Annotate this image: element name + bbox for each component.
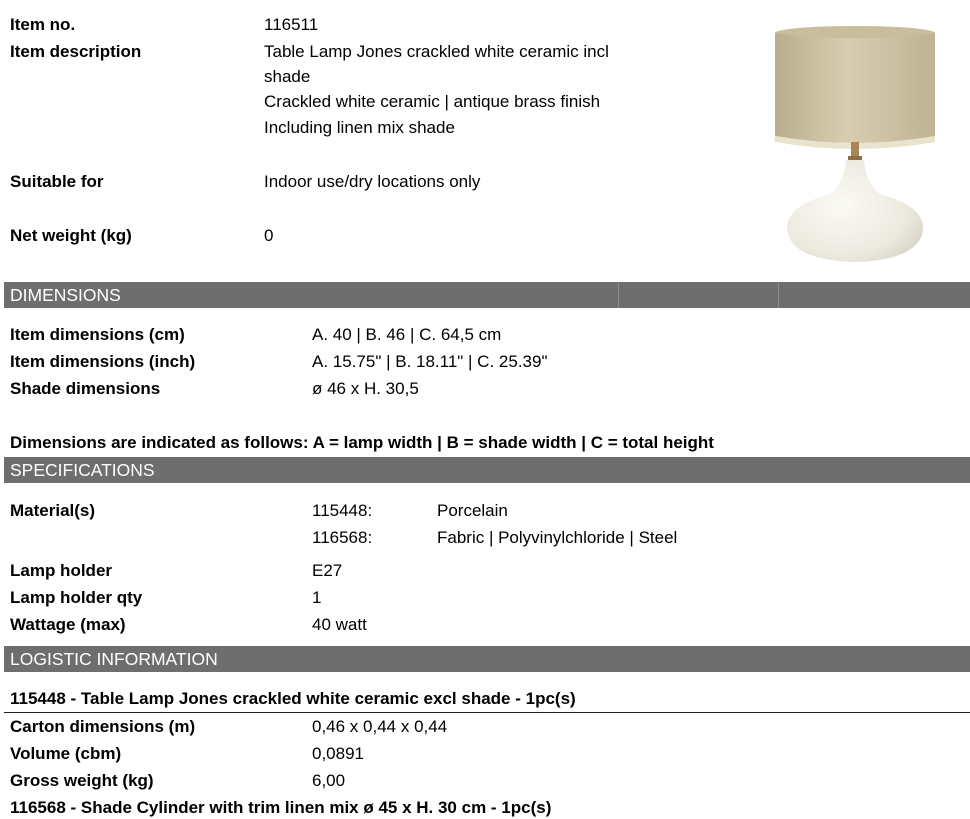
spec-value: E27 (312, 561, 343, 580)
dimension-label: Item dimensions (inch) (10, 352, 196, 371)
divider (4, 712, 970, 713)
item-no-label: Item no. (10, 15, 76, 34)
material-code: 115448: (312, 501, 373, 520)
spec-label: Lamp holder qty (10, 588, 143, 607)
dimensions-section-header (4, 282, 970, 308)
specifications-title: SPECIFICATIONS (10, 460, 155, 480)
logistic-section-header (4, 646, 970, 672)
item-description-line: shade (264, 67, 311, 86)
logistic-title: LOGISTIC INFORMATION (10, 649, 218, 669)
suitable-for-value: Indoor use/dry locations only (264, 172, 481, 191)
dimension-label: Shade dimensions (10, 379, 161, 398)
logistic-part-title: 116568 - Shade Cylinder with trim linen mix ø 45 x H. 30 cm - 1pc(s) (10, 798, 552, 817)
specifications-section-header (4, 457, 970, 483)
lamp-shade (775, 33, 935, 143)
logistic-value: 0,46 x 0,44 x 0,44 (312, 717, 448, 736)
product-lamp-image (770, 24, 940, 270)
logistic-value: 6,00 (312, 771, 346, 790)
dimension-value: A. 40 | B. 46 | C. 64,5 cm (312, 325, 502, 344)
spec-value: 1 (312, 588, 322, 607)
logistic-label: Volume (cbm) (10, 744, 122, 763)
spec-label: Wattage (max) (10, 615, 126, 634)
spec-value: 40 watt (312, 615, 367, 634)
logistic-label: Carton dimensions (m) (10, 717, 196, 736)
dimension-value: A. 15.75" | B. 18.11" | C. 25.39" (312, 352, 548, 371)
net-weight-value: 0 (264, 226, 274, 245)
item-description-line: Table Lamp Jones crackled white ceramic incl (264, 42, 609, 61)
material-code: 116568: (312, 528, 373, 547)
lamp-ceramic-base (787, 160, 923, 262)
spec-label: Lamp holder (10, 561, 113, 580)
logistic-part-title: 115448 - Table Lamp Jones crackled white ceramic excl shade - 1pc(s) (10, 689, 576, 708)
item-description-line: Crackled white ceramic | antique brass finish (264, 92, 601, 111)
dimensions-note: Dimensions are indicated as follows: A = lamp width | B = shade width | C = total height (10, 433, 714, 452)
material-value: Porcelain (437, 501, 508, 520)
item-description-line: Including linen mix shade (264, 118, 455, 137)
logistic-label: Gross weight (kg) (10, 771, 154, 790)
dimensions-title: DIMENSIONS (10, 285, 121, 305)
materials-label: Material(s) (10, 501, 96, 520)
logistic-value: 0,0891 (312, 744, 364, 763)
dimension-label: Item dimensions (cm) (10, 325, 185, 344)
item-no-value: 116511 (264, 15, 319, 34)
net-weight-label: Net weight (kg) (10, 226, 132, 245)
suitable-for-label: Suitable for (10, 172, 104, 191)
material-value: Fabric | Polyvinylchloride | Steel (437, 528, 678, 547)
item-description-label: Item description (10, 42, 142, 61)
dimension-value: ø 46 x H. 30,5 (312, 379, 419, 398)
